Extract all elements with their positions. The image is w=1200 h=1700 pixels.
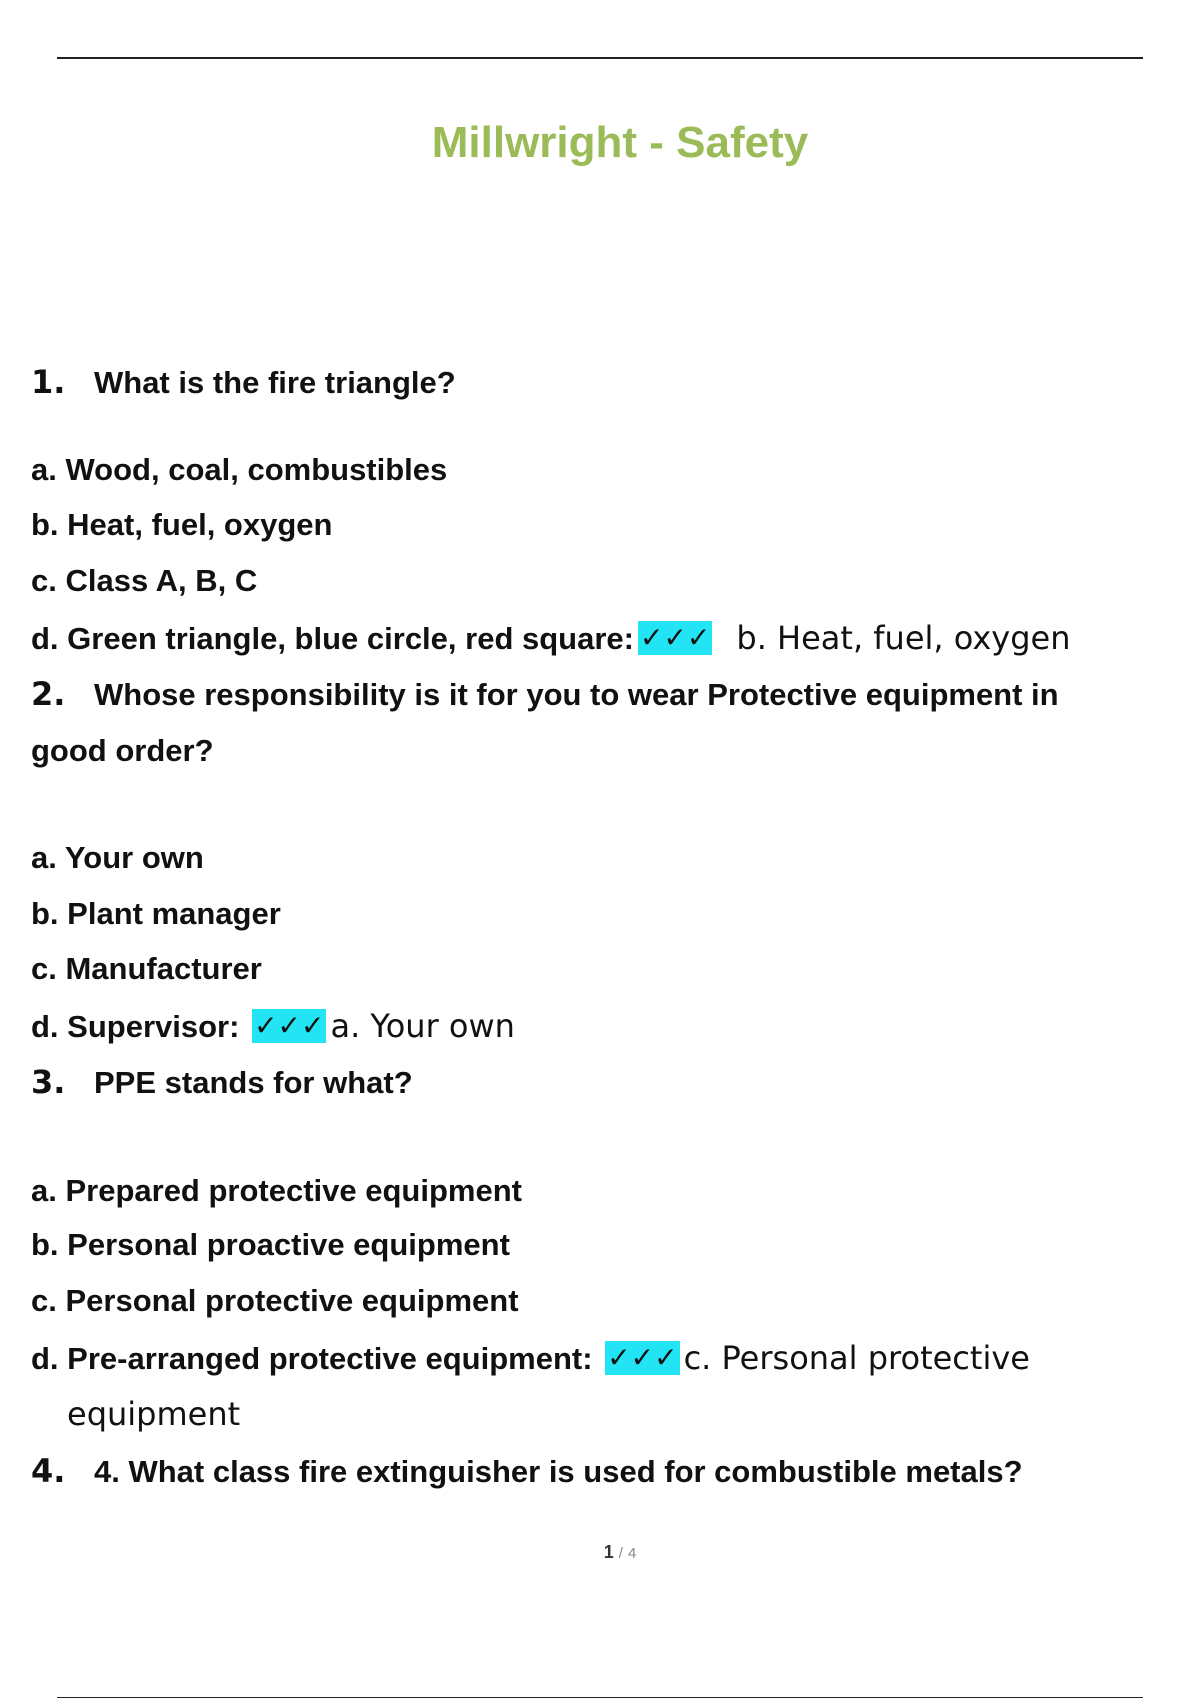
current-page: 1 (603, 1542, 614, 1562)
q1-option-d (31, 610, 1071, 667)
question-text: PPE stands for what? (94, 1065, 413, 1100)
q2-answer: a. Your own (330, 1007, 515, 1045)
q1-option-a: a. Wood, coal, combustibles (31, 452, 448, 487)
question-text: 4. What class fire extinguisher is used for combustible metals? (94, 1454, 1023, 1489)
q2-option-b: b. Plant manager (31, 896, 281, 931)
check-marks-icon: ✓✓✓ (639, 621, 711, 654)
question-number: 2. (31, 675, 66, 713)
q3-answer: c. Personal protective (683, 1339, 1030, 1377)
question-1 (31, 354, 456, 411)
q1-option-b: b. Heat, fuel, oxygen (31, 507, 333, 542)
question-text: Whose responsibility is it for you to wear Protective equipment in good order? (31, 677, 1059, 768)
option-text: d. Supervisor: (31, 1009, 240, 1044)
option-text: d. Green triangle, blue circle, red square: (31, 621, 634, 656)
question-4 (31, 1443, 1023, 1500)
top-rule (57, 57, 1143, 59)
q3-answer-continued: equipment (67, 1395, 241, 1433)
page-separator: / (618, 1545, 623, 1562)
bottom-rule (57, 1697, 1143, 1698)
check-marks-icon: ✓✓✓ (607, 1341, 678, 1374)
q1-answer: b. Heat, fuel, oxygen (736, 619, 1071, 657)
question-2 (31, 666, 1141, 779)
q1-option-c: c. Class A, B, C (31, 563, 258, 598)
q2-option-c: c. Manufacturer (31, 951, 262, 986)
q3-option-b: b. Personal proactive equipment (31, 1227, 510, 1262)
page-indicator (0, 1542, 1200, 1563)
question-number: 1. (31, 363, 66, 401)
q2-option-d (31, 998, 515, 1055)
q3-option-d (31, 1330, 1030, 1387)
q3-option-a: a. Prepared protective equipment (31, 1173, 522, 1208)
question-number: 3. (31, 1063, 66, 1101)
question-text: What is the fire triangle? (94, 365, 456, 400)
q3-option-c: c. Personal protective equipment (31, 1283, 519, 1318)
question-3 (31, 1054, 413, 1111)
option-text: d. Pre-arranged protective equipment: (31, 1341, 593, 1376)
page-title: Millwright - Safety (431, 118, 809, 167)
q2-option-a: a. Your own (31, 840, 204, 875)
check-marks-icon: ✓✓✓ (254, 1009, 325, 1042)
question-number: 4. (31, 1452, 66, 1490)
total-pages: 4 (627, 1545, 637, 1562)
